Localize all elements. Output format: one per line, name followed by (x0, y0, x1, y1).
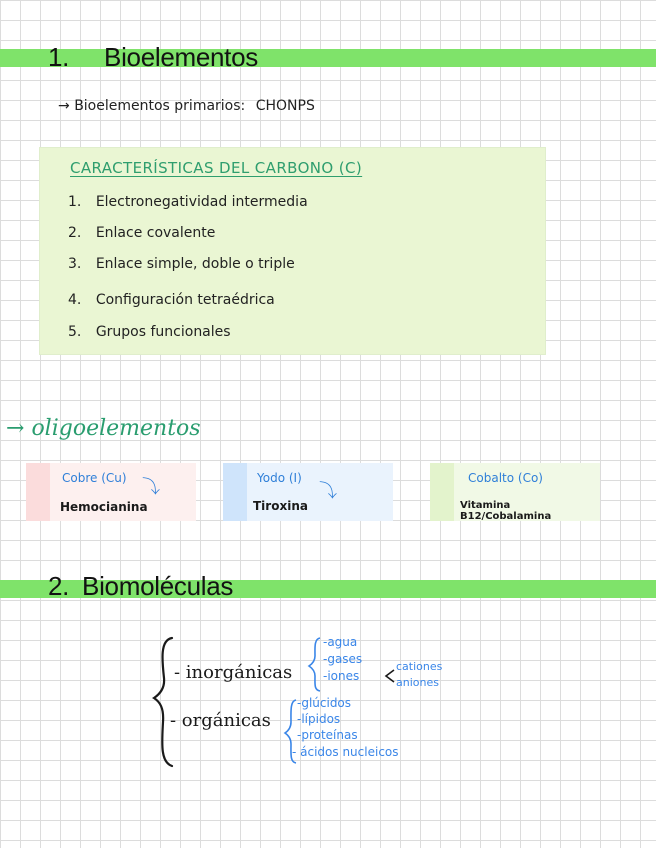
card-title: Yodo (I) (257, 471, 302, 485)
section-number: 2. (48, 571, 70, 601)
list-item: -glúcidos (297, 696, 352, 710)
ion-type-anion: aniones (396, 676, 439, 689)
list-item: -gases (323, 652, 363, 666)
card-accent (26, 463, 50, 521)
carbon-box-title: CARACTERÍSTICAS DEL CARBONO (C) (70, 159, 363, 177)
list-item: 2. Enlace covalente (68, 225, 216, 241)
card-accent (223, 463, 247, 521)
oligoelements-heading (6, 416, 201, 441)
curved-arrow-icon: ⤵ (142, 477, 160, 498)
section-title: Bioelementos (104, 42, 258, 72)
oligoelements-title: oligoelementos (31, 416, 201, 441)
oligo-card-copper (26, 463, 196, 521)
carbon-characteristics-box (40, 148, 545, 354)
arrow-right-icon: → (6, 416, 25, 441)
oligo-card-iodine (223, 463, 393, 521)
section-number: 1. (48, 42, 70, 72)
card-title: Cobre (Cu) (62, 471, 127, 485)
list-item: - ácidos nucleicos (292, 745, 399, 759)
list-item: -lípidos (297, 712, 341, 726)
primary-value: CHONPS (255, 98, 315, 114)
list-item: -agua (323, 635, 358, 649)
section-heading-1 (48, 42, 258, 73)
primary-bioelements-note (58, 98, 315, 114)
ion-type-cation: cationes (396, 660, 443, 673)
card-title: Cobalto (Co) (468, 471, 543, 485)
primary-label: Bioelementos primarios: (74, 98, 246, 114)
arrow-right-icon: → (58, 98, 70, 114)
card-accent (430, 463, 454, 521)
section-title: Biomoléculas (82, 571, 234, 601)
card-value: Hemocianina (60, 500, 148, 514)
list-item: -proteínas (297, 728, 358, 742)
organic-label: - orgánicas (170, 710, 271, 731)
oligo-card-cobalt (430, 463, 600, 521)
list-item: 4. Configuración tetraédrica (68, 292, 275, 308)
inorganic-label: - inorgánicas (174, 662, 293, 683)
section-heading-2 (48, 571, 233, 602)
list-item: 5. Grupos funcionales (68, 324, 231, 340)
list-item: -iones (323, 669, 360, 683)
list-item: 1. Electronegatividad intermedia (68, 194, 308, 210)
list-item: 3. Enlace simple, doble o triple (68, 256, 295, 272)
curved-arrow-icon: ⤵ (319, 481, 337, 502)
card-value: Tiroxina (253, 499, 308, 513)
card-value: Vitamina B12/Cobalamina (460, 500, 552, 522)
